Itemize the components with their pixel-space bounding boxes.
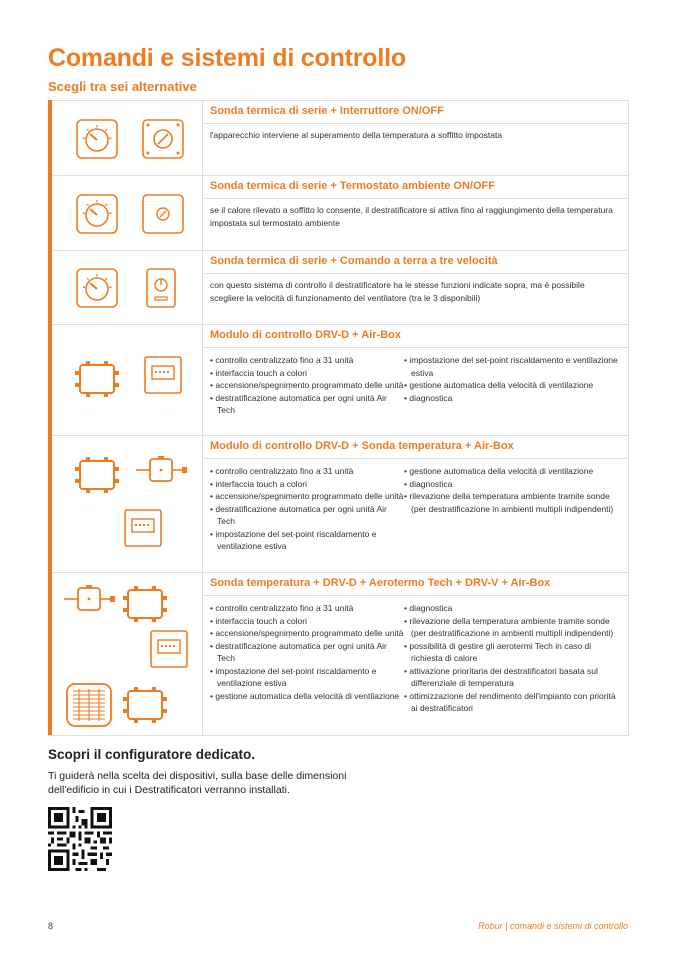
row-icons [52, 325, 203, 435]
row-heading: Sonda temperatura + DRV-D + Aerotermo Tech + DRV-V + Air-Box [204, 573, 628, 596]
drv-d-module-icon [74, 456, 120, 494]
row-description: l'apparecchio interviene al superamento della temperatura a soffitto impostata [210, 130, 503, 140]
row-heading: Sonda termica di serie + Comando a terra a tre velocità [204, 251, 628, 274]
feature-columns [210, 602, 618, 715]
drv-v-module-icon [122, 686, 168, 724]
page-footer: Robur | comandi e sistemi di controllo [478, 921, 628, 931]
row-heading: Modulo di controllo DRV-D + Sonda temperatura + Air-Box [204, 436, 628, 459]
row-icons [52, 101, 203, 175]
list-item: • controllo centralizzato fino a 31 unità [210, 602, 404, 615]
row-icons [52, 176, 203, 250]
list-item: • gestione automatica della velocità di ventilazione [404, 379, 618, 392]
list-item: • destratificazione automatica per ogni unità Air Tech [210, 392, 404, 417]
list-item: • gestione automatica della velocità di ventilazione [404, 465, 618, 478]
temperature-probe-icon [64, 585, 116, 613]
list-item: • rilevazione della temperatura ambiente tramite sonde (per destratificazione in ambienti multipli indipendenti) [404, 615, 618, 640]
table-row [52, 435, 628, 572]
room-thermostat-icon [142, 194, 184, 234]
configurator-text: Ti guiderà nella scelta dei dispositivi, sulla base delle dimensioni dell'edificio in cui i Destratificatori verranno installati. [48, 770, 347, 796]
aerotherm-tech-icon [66, 683, 112, 727]
list-item: • rilevazione della temperatura ambiente tramite sonde (per destratificazione in ambienti multipli indipendenti) [404, 490, 618, 515]
list-item: • accensione/spegnimento programmato delle unità [210, 379, 404, 392]
list-item: • accensione/spegnimento programmato delle unità [210, 490, 404, 503]
thermal-probe-icon [76, 194, 118, 234]
qr-code-icon[interactable] [48, 807, 112, 871]
feature-columns [210, 465, 618, 553]
list-item: • diagnostica [404, 602, 618, 615]
list-item: • diagnostica [404, 478, 618, 491]
feature-list-left [210, 465, 404, 553]
table-row [52, 100, 628, 175]
list-item: • diagnostica [404, 392, 618, 405]
thermal-probe-icon [76, 119, 118, 159]
list-item: • ottimizzazione del rendimento dell'impianto con priorità ai destratificatori [404, 690, 618, 715]
configurator-heading: Scopri il configuratore dedicato. [48, 747, 256, 762]
list-item: • controllo centralizzato fino a 31 unità [210, 465, 404, 478]
row-heading: Sonda termica di serie + Interruttore ON/OFF [204, 101, 628, 124]
list-item: • interfaccia touch a colori [210, 615, 404, 628]
control-systems-table [48, 100, 629, 736]
row-heading: Sonda termica di serie + Termostato ambiente ON/OFF [204, 176, 628, 199]
list-item: • controllo centralizzato fino a 31 unità [210, 354, 404, 367]
list-item: • gestione automatica della velocità di ventilazione [210, 690, 404, 703]
table-row [52, 572, 628, 736]
table-row [52, 175, 628, 250]
temperature-probe-icon [136, 456, 188, 484]
feature-list-left [210, 354, 404, 417]
air-box-touch-icon [150, 630, 188, 668]
air-box-touch-icon [124, 509, 162, 547]
table-row [52, 250, 628, 324]
air-box-touch-icon [144, 356, 182, 394]
list-item: • possibilità di gestire gli aerotermi Tech in caso di richiesta di calore [404, 640, 618, 665]
list-item: • accensione/spegnimento programmato delle unità [210, 627, 404, 640]
row-icons [52, 436, 203, 572]
list-item: • attivazione prioritaria dei destratificatori basata sul differenziale di temperatura [404, 665, 618, 690]
list-item: • impostazione del set-point riscaldamento e ventilazione estiva [404, 354, 618, 379]
list-item: • destratificazione automatica per ogni unità Air Tech [210, 503, 404, 528]
feature-list-right [404, 465, 618, 553]
three-speed-control-icon [146, 268, 176, 308]
row-icons [52, 573, 203, 736]
drv-d-module-icon [122, 585, 168, 623]
list-item: • impostazione del set-point riscaldamento e ventilazione estiva [210, 528, 404, 553]
list-item: • interfaccia touch a colori [210, 478, 404, 491]
feature-list-right [404, 354, 618, 417]
page-subtitle: Scegli tra sei alternative [48, 79, 197, 94]
list-item: • impostazione del set-point riscaldamento e ventilazione estiva [210, 665, 404, 690]
page-title: Comandi e sistemi di controllo [48, 44, 406, 72]
page-number: 8 [48, 921, 54, 931]
row-description: se il calore rilevato a soffitto lo consente, il destratificatore si attiva fino al raggiungimento della temperatura impostata sul termostato ambiente [210, 205, 613, 228]
list-item: • destratificazione automatica per ogni unità Air Tech [210, 640, 404, 665]
row-icons [52, 251, 203, 324]
table-row [52, 324, 628, 435]
row-description: con questo sistema di controllo il destratificatore ha le stesse funzioni indicate sopra, ma è possibile scegliere la velocità di funzionamento del ventilatore (tra le 3 disponibili) [210, 280, 585, 303]
thermal-probe-icon [76, 268, 118, 308]
feature-list-left [210, 602, 404, 715]
feature-columns [210, 354, 618, 417]
row-heading: Modulo di controllo DRV-D + Air-Box [204, 325, 628, 348]
list-item: • interfaccia touch a colori [210, 367, 404, 380]
feature-list-right [404, 602, 618, 715]
drv-d-module-icon [74, 360, 120, 398]
on-off-switch-icon [142, 119, 184, 159]
